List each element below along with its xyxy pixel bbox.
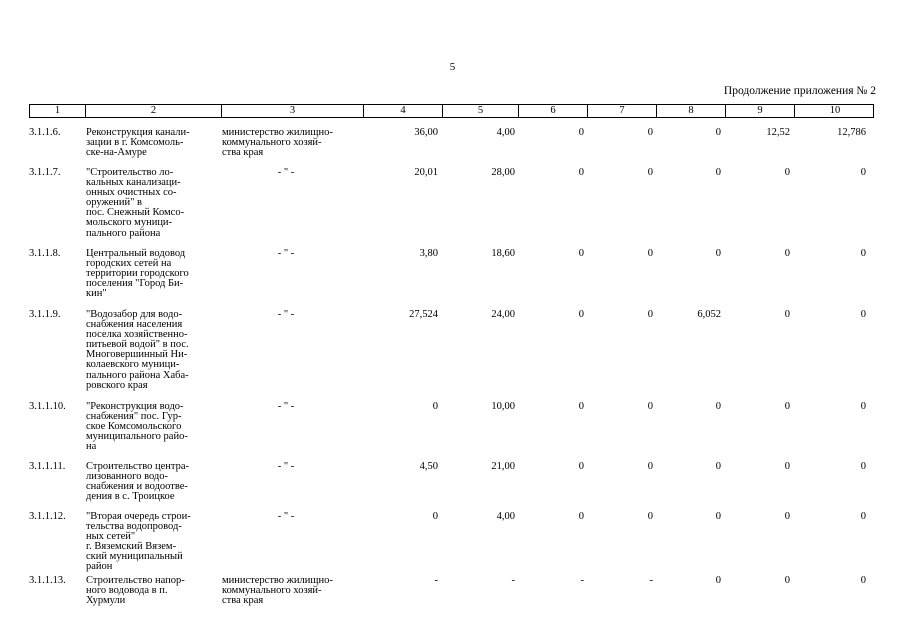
value-col-7-cell: 0 bbox=[647, 127, 653, 138]
column-header-1: 1 bbox=[54, 105, 61, 116]
value-col-8-cell: 0 bbox=[715, 127, 721, 138]
value-col-4-cell: 4,50 bbox=[419, 461, 438, 472]
value-col-9-cell: 0 bbox=[784, 461, 790, 472]
value-col-9-cell: 0 bbox=[784, 401, 790, 412]
row-name-cell: Строительство напор- ного водовода в п. Хурмули bbox=[86, 575, 185, 607]
column-header-7: 7 bbox=[587, 105, 656, 117]
value-col-7-cell: 0 bbox=[647, 401, 653, 412]
row-number-cell: 3.1.1.8. bbox=[29, 248, 61, 259]
value-col-7-cell: 0 bbox=[647, 167, 653, 178]
row-executor-cell: - " - bbox=[277, 461, 295, 472]
value-col-7-cell: 0 bbox=[647, 461, 653, 472]
value-col-10-cell: 0 bbox=[860, 511, 866, 522]
row-number-cell: 3.1.1.10. bbox=[29, 401, 66, 412]
value-col-5-cell: 21,00 bbox=[491, 461, 515, 472]
value-col-6-cell: 0 bbox=[578, 127, 584, 138]
row-name-cell: "Реконструкция водо- снабжения" пос. Гур- ское Комсомольского муниципального райо- на bbox=[86, 401, 188, 453]
column-header-10: 10 bbox=[794, 105, 875, 117]
value-col-10-cell: 0 bbox=[860, 461, 866, 472]
row-name-cell: Строительство центра- лизованного водо- снабжения и водоотве- дения в с. Троицкое bbox=[86, 461, 190, 503]
column-header-2: 2 bbox=[85, 105, 221, 117]
value-col-9-cell: 0 bbox=[784, 167, 790, 178]
column-header-5: 5 bbox=[442, 105, 518, 117]
value-col-6-cell: 0 bbox=[578, 511, 584, 522]
row-number-cell: 3.1.1.11. bbox=[29, 461, 66, 472]
row-number-cell: 3.1.1.7. bbox=[29, 167, 61, 178]
column-header-9: 9 bbox=[725, 105, 794, 117]
value-col-4-cell: 0 bbox=[432, 401, 438, 412]
value-col-6-cell: 0 bbox=[578, 309, 584, 320]
value-col-4-cell: 3,80 bbox=[419, 248, 438, 259]
row-number-cell: 3.1.1.12. bbox=[29, 511, 66, 522]
value-col-10-cell: 0 bbox=[860, 401, 866, 412]
row-name-cell: Реконструкция канали- зации в г. Комсомоль- ске-на-Амуре bbox=[86, 127, 190, 159]
value-col-6-cell: 0 bbox=[578, 461, 584, 472]
value-col-6-cell: 0 bbox=[578, 401, 584, 412]
value-col-7-cell: 0 bbox=[647, 309, 653, 320]
value-col-8-cell: 0 bbox=[715, 248, 721, 259]
page-number: 5 bbox=[449, 61, 456, 73]
row-name-cell: Центральный водовод городских сетей на территории городского поселения "Город Би- кин" bbox=[86, 248, 189, 300]
value-col-8-cell: 0 bbox=[715, 401, 721, 412]
row-name-cell: "Строительство ло- кальных канализаци- онных очистных со- оружений" в пос. Снежный Комсо- мольского муници- пального района bbox=[86, 167, 185, 239]
value-col-5-cell: 28,00 bbox=[491, 167, 515, 178]
value-col-5-cell: 24,00 bbox=[491, 309, 515, 320]
value-col-8-cell: 0 bbox=[715, 167, 721, 178]
value-col-10-cell: 0 bbox=[860, 575, 866, 586]
value-col-5-cell: 4,00 bbox=[496, 511, 515, 522]
value-col-5-cell: 10,00 bbox=[491, 401, 515, 412]
value-col-6-cell: 0 bbox=[578, 167, 584, 178]
column-header-8: 8 bbox=[656, 105, 725, 117]
column-header-4: 4 bbox=[363, 105, 442, 117]
row-number-cell: 3.1.1.6. bbox=[29, 127, 61, 138]
value-col-6-cell: - bbox=[580, 575, 584, 586]
column-header-3: 3 bbox=[221, 105, 363, 117]
value-col-8-cell: 0 bbox=[715, 511, 721, 522]
row-executor-cell: - " - bbox=[277, 248, 295, 259]
value-col-9-cell: 0 bbox=[784, 575, 790, 586]
value-col-4-cell: 27,524 bbox=[409, 309, 438, 320]
value-col-7-cell: - bbox=[649, 575, 653, 586]
row-name-cell: "Вторая очередь строи- тельства водопровод- ных сетей" г. Вяземский Вязем- ский муниципальный район bbox=[86, 511, 191, 573]
value-col-7-cell: 0 bbox=[647, 248, 653, 259]
row-number-cell: 3.1.1.9. bbox=[29, 309, 61, 320]
row-executor-cell: министерство жилищно- коммунального хозяй- ства края bbox=[222, 127, 333, 159]
value-col-8-cell: 0 bbox=[715, 461, 721, 472]
value-col-4-cell: 36,00 bbox=[414, 127, 438, 138]
row-executor-cell: - " - bbox=[277, 401, 295, 412]
value-col-4-cell: 20,01 bbox=[414, 167, 438, 178]
table-header bbox=[29, 104, 874, 118]
value-col-8-cell: 6,052 bbox=[697, 309, 721, 320]
row-name-cell: "Водозабор для водо- снабжения населения поселка хозяйственно- питьевой водой" в пос. Многовершинный Ни- колаевского муници- пального района Хаба- ровского края bbox=[86, 309, 189, 391]
value-col-4-cell: 0 bbox=[432, 511, 438, 522]
value-col-5-cell: - bbox=[511, 575, 515, 586]
value-col-6-cell: 0 bbox=[578, 248, 584, 259]
row-executor-cell: - " - bbox=[277, 511, 295, 522]
value-col-9-cell: 0 bbox=[784, 248, 790, 259]
value-col-9-cell: 0 bbox=[784, 309, 790, 320]
value-col-5-cell: 18,60 bbox=[491, 248, 515, 259]
value-col-8-cell: 0 bbox=[715, 575, 721, 586]
row-executor-cell: - " - bbox=[277, 167, 295, 178]
value-col-10-cell: 0 bbox=[860, 309, 866, 320]
row-executor-cell: - " - bbox=[277, 309, 295, 320]
value-col-4-cell: - bbox=[434, 575, 438, 586]
row-number-cell: 3.1.1.13. bbox=[29, 575, 66, 586]
value-col-10-cell: 0 bbox=[860, 167, 866, 178]
value-col-10-cell: 0 bbox=[860, 248, 866, 259]
row-executor-cell: министерство жилищно- коммунального хозяй- ства края bbox=[222, 575, 333, 607]
value-col-7-cell: 0 bbox=[647, 511, 653, 522]
value-col-9-cell: 12,52 bbox=[766, 127, 790, 138]
value-col-5-cell: 4,00 bbox=[496, 127, 515, 138]
value-col-9-cell: 0 bbox=[784, 511, 790, 522]
continuation-caption: Продолжение приложения № 2 bbox=[723, 85, 876, 97]
column-header-6: 6 bbox=[518, 105, 587, 117]
value-col-10-cell: 12,786 bbox=[837, 127, 866, 138]
